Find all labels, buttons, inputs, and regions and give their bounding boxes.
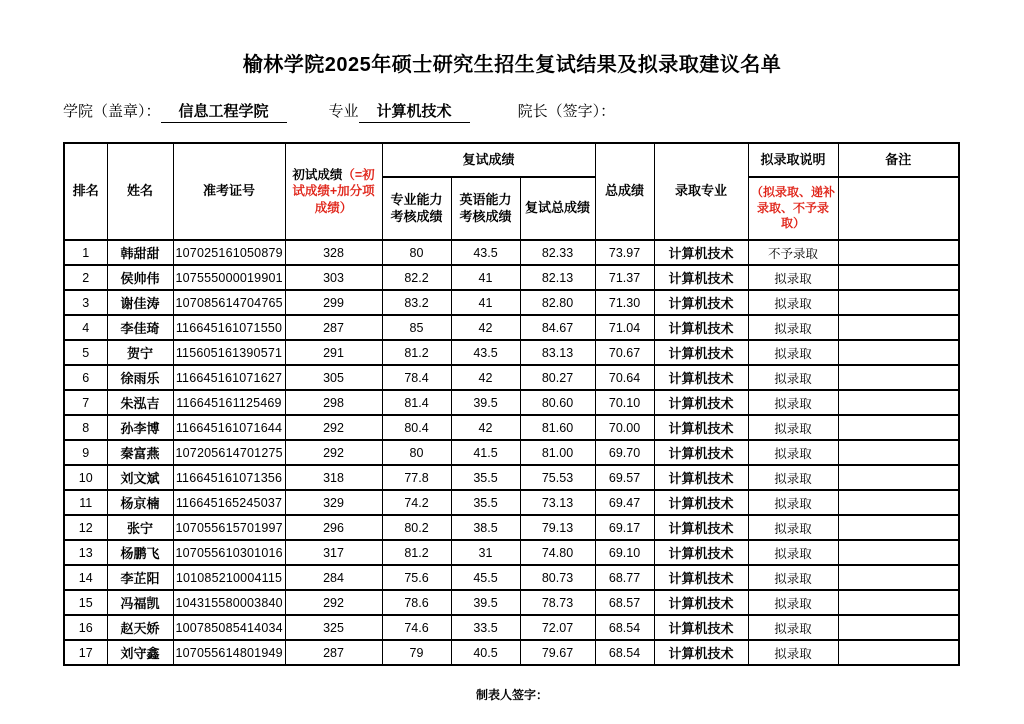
initial-cell: 287	[285, 640, 382, 665]
remarks-cell	[838, 440, 959, 465]
english-cell: 41.5	[451, 440, 520, 465]
professional-cell: 80.4	[382, 415, 451, 440]
rank-cell: 15	[64, 590, 107, 615]
remarks-cell	[838, 515, 959, 540]
exam-id-cell: 107205614701275	[173, 440, 285, 465]
table-row	[64, 315, 959, 340]
total-cell: 69.47	[595, 490, 654, 515]
major-cell: 计算机技术	[654, 465, 748, 490]
professional-cell: 80	[382, 240, 451, 265]
status-cell: 拟录取	[748, 265, 838, 290]
total-cell: 68.57	[595, 590, 654, 615]
name-cell: 李芷阳	[107, 565, 173, 590]
name-cell: 张宁	[107, 515, 173, 540]
remarks-cell	[838, 340, 959, 365]
initial-cell: 329	[285, 490, 382, 515]
professional-cell: 74.2	[382, 490, 451, 515]
major-cell: 计算机技术	[654, 540, 748, 565]
table-row	[64, 240, 959, 265]
professional-cell: 81.2	[382, 540, 451, 565]
english-cell: 45.5	[451, 565, 520, 590]
english-cell: 31	[451, 540, 520, 565]
retest-total-cell: 75.53	[520, 465, 595, 490]
status-cell: 拟录取	[748, 540, 838, 565]
major-cell: 计算机技术	[654, 415, 748, 440]
remarks-cell	[838, 290, 959, 315]
professional-cell: 85	[382, 315, 451, 340]
remarks-cell	[838, 565, 959, 590]
total-cell: 71.04	[595, 315, 654, 340]
english-cell: 33.5	[451, 615, 520, 640]
exam-id-cell: 101085210004115	[173, 565, 285, 590]
initial-cell: 298	[285, 390, 382, 415]
rank-cell: 3	[64, 290, 107, 315]
results-table-body	[64, 240, 959, 665]
total-cell: 70.64	[595, 365, 654, 390]
major-label: 专业	[328, 103, 359, 120]
exam-id-cell: 107055614801949	[173, 640, 285, 665]
header-total-score: 总成绩	[595, 143, 654, 240]
status-cell: 拟录取	[748, 615, 838, 640]
total-cell: 71.37	[595, 265, 654, 290]
initial-cell: 305	[285, 365, 382, 390]
major-cell: 计算机技术	[654, 440, 748, 465]
professional-cell: 78.6	[382, 590, 451, 615]
retest-total-cell: 82.33	[520, 240, 595, 265]
professional-cell: 79	[382, 640, 451, 665]
table-header	[64, 143, 959, 240]
header-admitted-major: 录取专业	[654, 143, 748, 240]
initial-cell: 303	[285, 265, 382, 290]
retest-total-cell: 79.67	[520, 640, 595, 665]
professional-cell: 78.4	[382, 365, 451, 390]
form-header	[63, 100, 615, 123]
dean-label: 院长（签字）：	[517, 103, 616, 120]
table-row	[64, 640, 959, 665]
exam-id-cell: 116645161071627	[173, 365, 285, 390]
table-row	[64, 290, 959, 315]
english-cell: 42	[451, 415, 520, 440]
rank-cell: 11	[64, 490, 107, 515]
major-cell: 计算机技术	[654, 315, 748, 340]
name-cell: 秦富燕	[107, 440, 173, 465]
header-retest-total: 复试总成绩	[520, 177, 595, 240]
name-cell: 杨鹏飞	[107, 540, 173, 565]
table-row	[64, 615, 959, 640]
retest-total-cell: 74.80	[520, 540, 595, 565]
english-cell: 43.5	[451, 340, 520, 365]
college-value: 信息工程学院	[161, 100, 287, 123]
professional-cell: 82.2	[382, 265, 451, 290]
major-cell: 计算机技术	[654, 640, 748, 665]
name-cell: 侯帅伟	[107, 265, 173, 290]
english-cell: 39.5	[451, 590, 520, 615]
status-cell: 拟录取	[748, 590, 838, 615]
exam-id-cell: 107055610301016	[173, 540, 285, 565]
name-cell: 韩甜甜	[107, 240, 173, 265]
major-cell: 计算机技术	[654, 390, 748, 415]
exam-id-cell: 100785085414034	[173, 615, 285, 640]
college-label: 学院（盖章）：	[63, 103, 161, 120]
retest-total-cell: 80.27	[520, 365, 595, 390]
rank-cell: 10	[64, 465, 107, 490]
rank-cell: 6	[64, 365, 107, 390]
header-initial-score-label: 初试成绩	[292, 168, 343, 183]
english-cell: 41	[451, 265, 520, 290]
header-admission-note: 拟录取说明	[748, 143, 838, 177]
professional-cell: 77.8	[382, 465, 451, 490]
name-cell: 李佳琦	[107, 315, 173, 340]
english-cell: 42	[451, 365, 520, 390]
name-cell: 刘守鑫	[107, 640, 173, 665]
initial-cell: 299	[285, 290, 382, 315]
exam-id-cell: 107025161050879	[173, 240, 285, 265]
rank-cell: 2	[64, 265, 107, 290]
exam-id-cell: 116645165245037	[173, 490, 285, 515]
remarks-cell	[838, 415, 959, 440]
remarks-cell	[838, 540, 959, 565]
english-cell: 35.5	[451, 465, 520, 490]
status-cell: 不予录取	[748, 240, 838, 265]
initial-cell: 287	[285, 315, 382, 340]
header-remarks-blank	[838, 177, 959, 240]
table-row	[64, 440, 959, 465]
rank-cell: 7	[64, 390, 107, 415]
table-row	[64, 265, 959, 290]
major-cell: 计算机技术	[654, 490, 748, 515]
initial-cell: 292	[285, 415, 382, 440]
professional-cell: 80	[382, 440, 451, 465]
initial-cell: 328	[285, 240, 382, 265]
exam-id-cell: 116645161125469	[173, 390, 285, 415]
status-cell: 拟录取	[748, 390, 838, 415]
remarks-cell	[838, 315, 959, 340]
professional-cell: 75.6	[382, 565, 451, 590]
table-row	[64, 465, 959, 490]
retest-total-cell: 82.80	[520, 290, 595, 315]
rank-cell: 8	[64, 415, 107, 440]
status-cell: 拟录取	[748, 465, 838, 490]
remarks-cell	[838, 365, 959, 390]
status-cell: 拟录取	[748, 340, 838, 365]
rank-cell: 9	[64, 440, 107, 465]
table-row	[64, 565, 959, 590]
header-retest-group: 复试成绩	[382, 143, 595, 177]
header-initial-score	[285, 143, 382, 240]
header-name: 姓名	[107, 143, 173, 240]
retest-total-cell: 81.60	[520, 415, 595, 440]
remarks-cell	[838, 640, 959, 665]
name-cell: 冯福凯	[107, 590, 173, 615]
remarks-cell	[838, 490, 959, 515]
header-professional-score: 专业能力考核成绩	[382, 177, 451, 240]
header-rank: 排名	[64, 143, 107, 240]
status-cell: 拟录取	[748, 440, 838, 465]
table-row	[64, 515, 959, 540]
status-cell: 拟录取	[748, 315, 838, 340]
remarks-cell	[838, 615, 959, 640]
header-initial-score-note: （=初试成绩+加分项成绩）	[292, 168, 375, 215]
exam-id-cell: 107555000019901	[173, 265, 285, 290]
rank-cell: 17	[64, 640, 107, 665]
retest-total-cell: 79.13	[520, 515, 595, 540]
name-cell: 刘文斌	[107, 465, 173, 490]
rank-cell: 5	[64, 340, 107, 365]
remarks-cell	[838, 590, 959, 615]
status-cell: 拟录取	[748, 290, 838, 315]
total-cell: 71.30	[595, 290, 654, 315]
name-cell: 徐雨乐	[107, 365, 173, 390]
retest-total-cell: 72.07	[520, 615, 595, 640]
major-cell: 计算机技术	[654, 240, 748, 265]
rank-cell: 4	[64, 315, 107, 340]
initial-cell: 291	[285, 340, 382, 365]
retest-total-cell: 73.13	[520, 490, 595, 515]
status-cell: 拟录取	[748, 490, 838, 515]
english-cell: 39.5	[451, 390, 520, 415]
rank-cell: 14	[64, 565, 107, 590]
total-cell: 70.10	[595, 390, 654, 415]
header-remarks: 备注	[838, 143, 959, 177]
initial-cell: 317	[285, 540, 382, 565]
total-cell: 69.57	[595, 465, 654, 490]
retest-total-cell: 81.00	[520, 440, 595, 465]
initial-cell: 296	[285, 515, 382, 540]
status-cell: 拟录取	[748, 515, 838, 540]
professional-cell: 80.2	[382, 515, 451, 540]
status-cell: 拟录取	[748, 565, 838, 590]
initial-cell: 318	[285, 465, 382, 490]
retest-total-cell: 80.73	[520, 565, 595, 590]
header-exam-id: 准考证号	[173, 143, 285, 240]
exam-id-cell: 116645161071550	[173, 315, 285, 340]
initial-cell: 325	[285, 615, 382, 640]
table-row	[64, 590, 959, 615]
professional-cell: 81.4	[382, 390, 451, 415]
status-cell: 拟录取	[748, 415, 838, 440]
professional-cell: 81.2	[382, 340, 451, 365]
page-title: 榆林学院2025年硕士研究生招生复试结果及拟录取建议名单	[242, 54, 782, 76]
exam-id-cell: 104315580003840	[173, 590, 285, 615]
status-cell: 拟录取	[748, 365, 838, 390]
preparer-signature-label: 制表人签字：	[475, 688, 548, 702]
total-cell: 68.54	[595, 615, 654, 640]
name-cell: 赵天娇	[107, 615, 173, 640]
major-cell: 计算机技术	[654, 565, 748, 590]
remarks-cell	[838, 240, 959, 265]
professional-cell: 74.6	[382, 615, 451, 640]
remarks-cell	[838, 265, 959, 290]
name-cell: 谢佳涛	[107, 290, 173, 315]
name-cell: 朱泓吉	[107, 390, 173, 415]
major-cell: 计算机技术	[654, 515, 748, 540]
remarks-cell	[838, 465, 959, 490]
retest-total-cell: 78.73	[520, 590, 595, 615]
rank-cell: 1	[64, 240, 107, 265]
exam-id-cell: 107055615701997	[173, 515, 285, 540]
rank-cell: 12	[64, 515, 107, 540]
name-cell: 孙李博	[107, 415, 173, 440]
major-cell: 计算机技术	[654, 615, 748, 640]
total-cell: 70.00	[595, 415, 654, 440]
name-cell: 杨京楠	[107, 490, 173, 515]
table-row	[64, 365, 959, 390]
total-cell: 68.77	[595, 565, 654, 590]
remarks-cell	[838, 390, 959, 415]
exam-id-cell: 115605161390571	[173, 340, 285, 365]
exam-id-cell: 116645161071644	[173, 415, 285, 440]
english-cell: 35.5	[451, 490, 520, 515]
retest-total-cell: 84.67	[520, 315, 595, 340]
initial-cell: 292	[285, 590, 382, 615]
major-value: 计算机技术	[359, 100, 470, 123]
table-row	[64, 390, 959, 415]
english-cell: 42	[451, 315, 520, 340]
total-cell: 68.54	[595, 640, 654, 665]
major-cell: 计算机技术	[654, 340, 748, 365]
initial-cell: 284	[285, 565, 382, 590]
total-cell: 69.17	[595, 515, 654, 540]
major-cell: 计算机技术	[654, 365, 748, 390]
header-english-score: 英语能力考核成绩	[451, 177, 520, 240]
major-cell: 计算机技术	[654, 590, 748, 615]
name-cell: 贺宁	[107, 340, 173, 365]
major-cell: 计算机技术	[654, 290, 748, 315]
rank-cell: 16	[64, 615, 107, 640]
total-cell: 69.10	[595, 540, 654, 565]
exam-id-cell: 116645161071356	[173, 465, 285, 490]
retest-total-cell: 80.60	[520, 390, 595, 415]
status-cell: 拟录取	[748, 640, 838, 665]
exam-id-cell: 107085614704765	[173, 290, 285, 315]
retest-total-cell: 83.13	[520, 340, 595, 365]
english-cell: 41	[451, 290, 520, 315]
table-row	[64, 415, 959, 440]
initial-cell: 292	[285, 440, 382, 465]
major-cell: 计算机技术	[654, 265, 748, 290]
total-cell: 70.67	[595, 340, 654, 365]
english-cell: 40.5	[451, 640, 520, 665]
english-cell: 43.5	[451, 240, 520, 265]
retest-total-cell: 82.13	[520, 265, 595, 290]
english-cell: 38.5	[451, 515, 520, 540]
table-row	[64, 540, 959, 565]
rank-cell: 13	[64, 540, 107, 565]
professional-cell: 83.2	[382, 290, 451, 315]
results-table	[63, 142, 960, 666]
total-cell: 69.70	[595, 440, 654, 465]
total-cell: 73.97	[595, 240, 654, 265]
table-row	[64, 340, 959, 365]
header-admission-note-detail: （拟录取、递补录取、不予录取）	[748, 177, 838, 240]
table-row	[64, 490, 959, 515]
